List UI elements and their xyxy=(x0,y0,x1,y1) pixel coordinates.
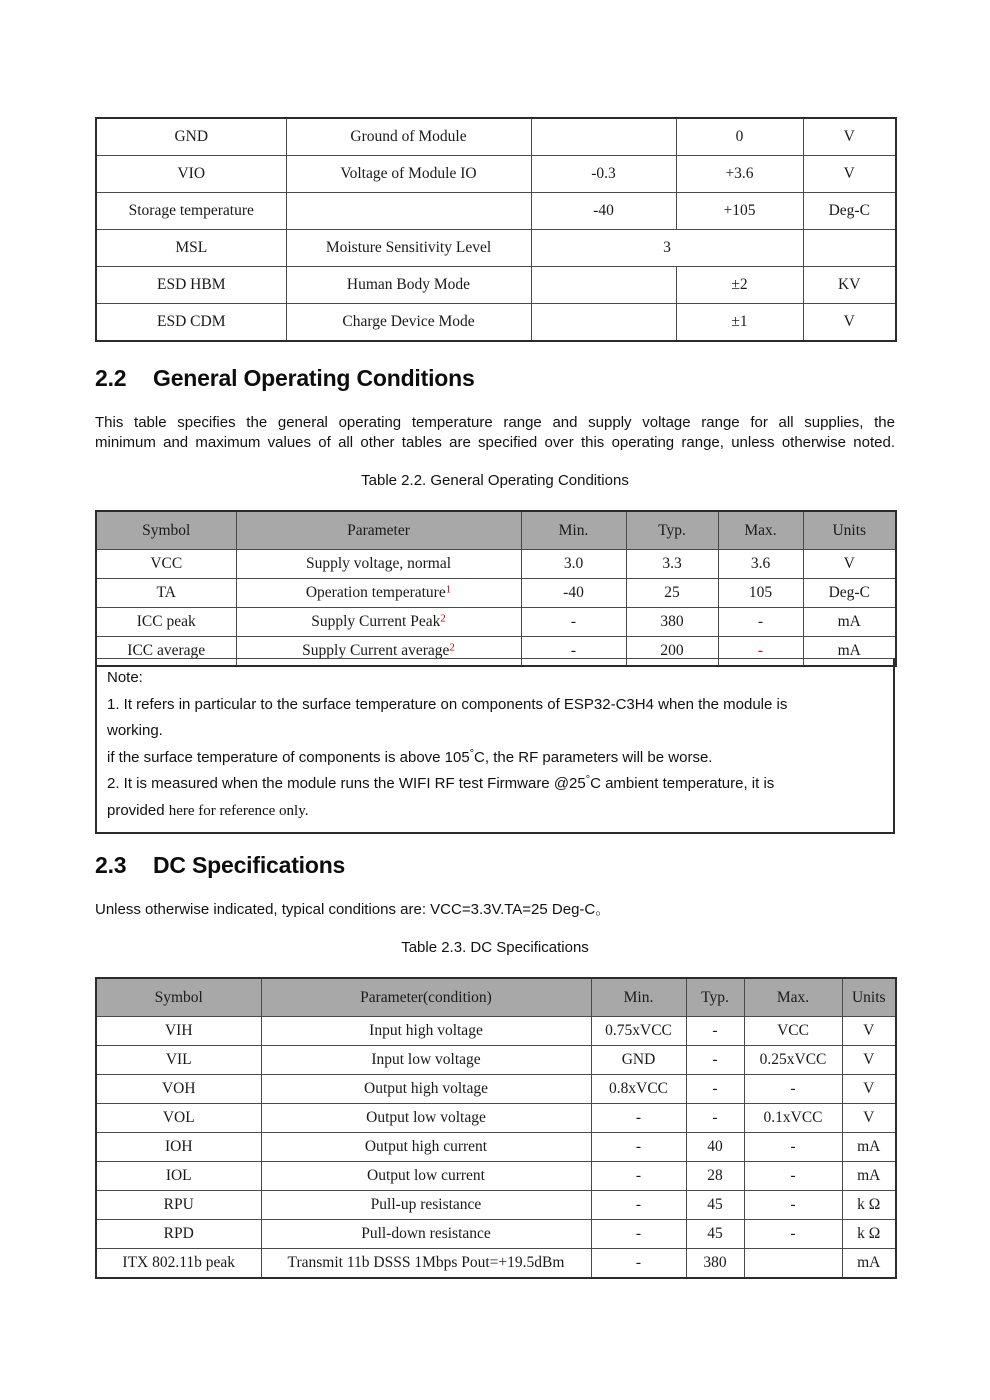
cell-max: VCC xyxy=(744,1017,842,1046)
table-row xyxy=(96,579,896,608)
table-row xyxy=(96,1220,896,1249)
cell-max: - xyxy=(744,1220,842,1249)
cell-parameter: Pull-down resistance xyxy=(261,1220,591,1249)
column-header-min: Min. xyxy=(591,978,686,1017)
cell-max: - xyxy=(744,1133,842,1162)
column-header-typ: Typ. xyxy=(626,511,718,550)
cell-units: Deg-C xyxy=(803,579,896,608)
cell-symbol: VIH xyxy=(96,1017,261,1046)
cell-typ: - xyxy=(686,1017,744,1046)
section-2-2-intro-line1: This table specifies the general operating temperature range and supply voltage range for all supplies, the xyxy=(95,414,895,431)
table-row xyxy=(96,1075,896,1104)
table-row xyxy=(96,304,896,342)
cell-parameter: Transmit 11b DSSS 1Mbps Pout=+19.5dBm xyxy=(261,1249,591,1279)
cell-symbol: ESD CDM xyxy=(96,304,286,342)
cell-min xyxy=(531,118,676,156)
cell-typ: 380 xyxy=(686,1249,744,1279)
cell-max: - xyxy=(744,1162,842,1191)
cell-min: - xyxy=(591,1191,686,1220)
cell-units: k Ω xyxy=(842,1191,896,1220)
cell-units: V xyxy=(803,156,896,193)
section-2-2-intro-line2: minimum and maximum values of all other tables are specified over this operating range, unless otherwise noted. xyxy=(95,434,895,451)
absmax-table-body xyxy=(96,118,896,341)
table-row xyxy=(96,1104,896,1133)
table-row xyxy=(96,1133,896,1162)
cell-symbol: GND xyxy=(96,118,286,156)
cell-typ: 380 xyxy=(626,608,718,637)
cell-typ: 25 xyxy=(626,579,718,608)
cell-min: 0.8xVCC xyxy=(591,1075,686,1104)
cell-min xyxy=(531,304,676,342)
cell-min: - xyxy=(521,608,626,637)
section-number-2-3: 2.3 xyxy=(95,852,127,878)
cell-units: KV xyxy=(803,267,896,304)
cell-units: V xyxy=(803,550,896,579)
column-header-units: Units xyxy=(842,978,896,1017)
cell-parameter: Output low voltage xyxy=(261,1104,591,1133)
cell-units: mA xyxy=(842,1133,896,1162)
cell-typ: 45 xyxy=(686,1191,744,1220)
footnote-marker: 2 xyxy=(440,612,446,625)
cell-parameter: Output high voltage xyxy=(261,1075,591,1104)
column-header-parameter: Parameter xyxy=(236,511,521,550)
cell-units: mA xyxy=(842,1162,896,1191)
table-2-2-note-box xyxy=(95,658,895,834)
column-header-symbol: Symbol xyxy=(96,511,236,550)
cell-units: V xyxy=(803,304,896,342)
footnote-marker: 1 xyxy=(445,583,452,596)
table-row xyxy=(96,1162,896,1191)
cell-parameter: Supply Current Peak$^2$ xyxy=(236,608,521,637)
cell-max: - xyxy=(718,608,803,637)
cell-min xyxy=(531,267,676,304)
cell-max xyxy=(744,1249,842,1279)
cell-symbol: IOL xyxy=(96,1162,261,1191)
table-2-2-headers xyxy=(96,511,896,550)
table-row xyxy=(96,156,896,193)
column-header-symbol: Symbol xyxy=(96,978,261,1017)
cell-typ: - xyxy=(686,1046,744,1075)
table-row xyxy=(96,550,896,579)
section-title-2-2: General Operating Conditions xyxy=(153,365,475,391)
note-line-3 xyxy=(107,745,883,772)
cell-typ: ±2 xyxy=(676,267,803,304)
table-row xyxy=(96,118,896,156)
note-line-5 xyxy=(107,798,883,825)
cell-units: mA xyxy=(803,608,896,637)
table-2-3-header-row xyxy=(96,978,896,1017)
cell-symbol: MSL xyxy=(96,230,286,267)
general-operating-conditions-table xyxy=(95,510,897,667)
cell-symbol: IOH xyxy=(96,1133,261,1162)
table-row xyxy=(96,230,896,267)
cell-symbol: RPD xyxy=(96,1220,261,1249)
cell-typ: 45 xyxy=(686,1220,744,1249)
cell-units: V xyxy=(842,1104,896,1133)
cell-parameter: Pull-up resistance xyxy=(261,1191,591,1220)
cell-max: - xyxy=(744,1075,842,1104)
cell-parameter xyxy=(286,193,531,230)
cell-symbol: VOL xyxy=(96,1104,261,1133)
cell-min: - xyxy=(591,1104,686,1133)
note-line-2: working. xyxy=(107,722,163,739)
section-heading-2-3 xyxy=(95,852,345,879)
cell-min: -0.3 xyxy=(531,156,676,193)
cell-parameter: Operation temperature$^1$ xyxy=(236,579,521,608)
cell-parameter: Input low voltage xyxy=(261,1046,591,1075)
cell-typ: 28 xyxy=(686,1162,744,1191)
cell-min: - xyxy=(521,637,626,667)
cell-units: V xyxy=(803,118,896,156)
cell-symbol: ITX 802.11b peak xyxy=(96,1249,261,1279)
cell-parameter: Charge Device Mode xyxy=(286,304,531,342)
cell-parameter: Ground of Module xyxy=(286,118,531,156)
cell-min: GND xyxy=(591,1046,686,1075)
cell-symbol: VIO xyxy=(96,156,286,193)
cell-max: 105 xyxy=(718,579,803,608)
table-2-3-body xyxy=(96,1017,896,1279)
note-line-3-text-a: if the surface temperature of components is above 105 xyxy=(107,748,470,766)
cell-max: 0.25xVCC xyxy=(744,1046,842,1075)
section-heading-2-2 xyxy=(95,365,475,392)
cell-units: k Ω xyxy=(842,1220,896,1249)
column-header-units: Units xyxy=(803,511,896,550)
cell-symbol: Storage temperature xyxy=(96,193,286,230)
cell-min: - xyxy=(591,1162,686,1191)
cell-units: mA xyxy=(803,637,896,667)
table-row xyxy=(96,1191,896,1220)
column-header-min: Min. xyxy=(521,511,626,550)
cell-symbol: ICC average xyxy=(96,637,236,667)
cell-typ: ±1 xyxy=(676,304,803,342)
note-line-4 xyxy=(107,771,883,798)
cell-symbol: TA xyxy=(96,579,236,608)
table-2-3-headers xyxy=(96,978,896,1017)
degree-symbol-icon-1: ° xyxy=(469,747,475,760)
note-line-5-text-b: here for reference only. xyxy=(168,802,309,819)
cell-min: - xyxy=(591,1133,686,1162)
cell-min: 3.0 xyxy=(521,550,626,579)
cell-typ: 3.3 xyxy=(626,550,718,579)
cell-typ: 200 xyxy=(626,637,718,667)
cell-symbol: VOH xyxy=(96,1075,261,1104)
cell-units: V xyxy=(842,1046,896,1075)
cell-max: 0.1xVCC xyxy=(744,1104,842,1133)
cell-units: Deg-C xyxy=(803,193,896,230)
table-row xyxy=(96,608,896,637)
cell-typ: 0 xyxy=(676,118,803,156)
cell-units: V xyxy=(842,1017,896,1046)
cell-typ: 40 xyxy=(686,1133,744,1162)
cell-symbol: RPU xyxy=(96,1191,261,1220)
table-row xyxy=(96,1017,896,1046)
cell-parameter: Voltage of Module IO xyxy=(286,156,531,193)
note-line-4-text-b: C ambient temperature, it is xyxy=(590,775,775,792)
cell-typ: - xyxy=(686,1075,744,1104)
note-label: Note: xyxy=(107,669,143,686)
cell-merged-value: 3 xyxy=(531,230,803,267)
cell-symbol: ESD HBM xyxy=(96,267,286,304)
cell-parameter: Input high voltage xyxy=(261,1017,591,1046)
cell-min: - xyxy=(591,1220,686,1249)
cell-units: mA xyxy=(842,1249,896,1279)
table-row xyxy=(96,193,896,230)
cell-symbol: VIL xyxy=(96,1046,261,1075)
section-number-2-2: 2.2 xyxy=(95,365,127,391)
section-2-3-intro: Unless otherwise indicated, typical conditions are: VCC=3.3V.TA=25 Deg-C。 xyxy=(95,901,611,918)
note-line-5-text-a: provided xyxy=(107,801,169,819)
cell-parameter: Moisture Sensitivity Level xyxy=(286,230,531,267)
cell-min: -40 xyxy=(531,193,676,230)
degree-symbol-icon-2: ° xyxy=(585,774,591,787)
table-2-2-body xyxy=(96,550,896,667)
table-2-2-header-row xyxy=(96,511,896,550)
cell-parameter: Output low current xyxy=(261,1162,591,1191)
cell-parameter: Supply voltage, normal xyxy=(236,550,521,579)
section-title-2-3: DC Specifications xyxy=(153,852,346,878)
cell-parameter: Human Body Mode xyxy=(286,267,531,304)
cell-units: V xyxy=(842,1075,896,1104)
footnote-marker: 2 xyxy=(449,641,455,654)
absolute-maximum-ratings-table xyxy=(95,117,897,342)
column-header-max: Max. xyxy=(718,511,803,550)
note-line-4-text-a: 2. It is measured when the module runs the WIFI RF test Firmware @25 xyxy=(107,775,586,792)
column-header-typ: Typ. xyxy=(686,978,744,1017)
table-row xyxy=(96,1249,896,1279)
cell-symbol: ICC peak xyxy=(96,608,236,637)
cell-parameter: Output high current xyxy=(261,1133,591,1162)
table-row xyxy=(96,267,896,304)
column-header-parameter-condition: Parameter(condition) xyxy=(261,978,591,1017)
cell-min: -40 xyxy=(521,579,626,608)
cell-typ: +3.6 xyxy=(676,156,803,193)
note-line-1: 1. It refers in particular to the surface temperature on components of ESP32-C3H4 when the module is xyxy=(107,695,788,713)
cell-units xyxy=(803,230,896,267)
cell-typ: - xyxy=(686,1104,744,1133)
cell-min: 0.75xVCC xyxy=(591,1017,686,1046)
cell-max: 3.6 xyxy=(718,550,803,579)
cell-typ: +105 xyxy=(676,193,803,230)
cell-max: - xyxy=(718,637,803,667)
column-header-max: Max. xyxy=(744,978,842,1017)
cell-parameter: Supply Current average$^2$ xyxy=(236,637,521,667)
dc-specifications-table xyxy=(95,977,897,1279)
table-2-2-caption: Table 2.2. General Operating Conditions xyxy=(361,472,629,489)
table-2-3-caption: Table 2.3. DC Specifications xyxy=(401,939,589,956)
cell-symbol: VCC xyxy=(96,550,236,579)
note-line-3-text-b: C, the RF parameters will be worse. xyxy=(474,748,713,766)
cell-min: - xyxy=(591,1249,686,1279)
table-row xyxy=(96,1046,896,1075)
cell-max: - xyxy=(744,1191,842,1220)
